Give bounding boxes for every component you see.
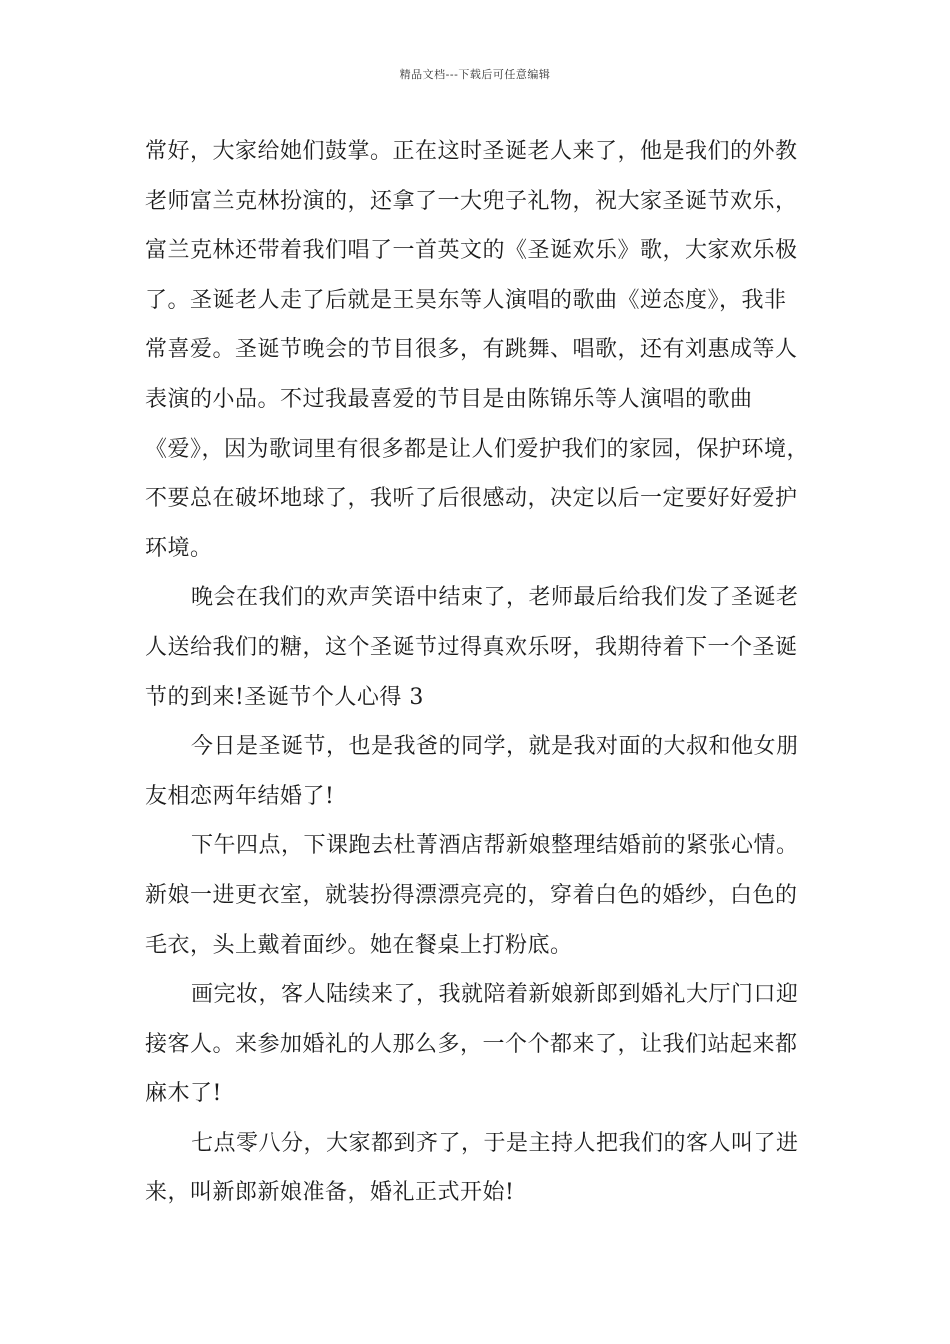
text-line: 新娘一进更衣室，就装扮得漂漂亮亮的，穿着白色的婚纱，白色的 [145,882,798,908]
text-line: 环境。 [145,535,213,561]
page-header: 精品文档---下载后可任意编辑 [399,68,551,81]
paragraph-first-line: 画完妆，客人陆续来了，我就陪着新娘新郎到婚礼大厅门口迎 [191,982,799,1008]
text-line: 节的到来!圣诞节个人心得 3 [145,684,424,710]
text-line: 不要总在破坏地球了，我听了后很感动，决定以后一定要好好爱护 [145,486,798,512]
text-line: 人送给我们的糖，这个圣诞节过得真欢乐呀，我期待着下一个圣诞 [145,634,798,660]
text-line: 毛衣，头上戴着面纱。她在餐桌上打粉底。 [145,932,573,958]
paragraph-first-line: 七点零八分，大家都到齐了，于是主持人把我们的客人叫了进 [191,1130,799,1156]
text-line: 来，叫新郎新娘准备，婚礼正式开始! [145,1180,515,1206]
text-line: 接客人。来参加婚礼的人那么多，一个个都来了，让我们站起来都 [145,1031,798,1057]
text-line: 友相恋两年结婚了! [145,783,335,809]
paragraph-first-line: 晚会在我们的欢声笑语中结束了，老师最后给我们发了圣诞老 [191,585,799,611]
text-line: 富兰克林还带着我们唱了一首英文的《圣诞欢乐》歌，大家欢乐极 [145,238,798,264]
text-line: 了。圣诞老人走了后就是王昊东等人演唱的歌曲《逆态度》，我非 [145,287,787,313]
body-text [145,127,825,1218]
paragraph-first-line: 今日是圣诞节，也是我爸的同学，就是我对面的大叔和他女朋 [191,734,799,760]
text-line: 常喜爱。圣诞节晚会的节目很多，有跳舞、唱歌，还有刘惠成等人 [145,337,798,363]
text-line: 常好，大家给她们鼓掌。正在这时圣诞老人来了，他是我们的外教 [145,139,798,164]
text-line: 老师富兰克林扮演的，还拿了一大兜子礼物，祝大家圣诞节欢乐， [145,188,798,214]
text-line: 《爱》，因为歌词里有很多都是让人们爱护我们的家园，保护环境， [145,436,810,462]
text-line: 麻木了! [145,1081,222,1107]
paragraph-first-line: 下午四点，下课跑去杜菁酒店帮新娘整理结婚前的紧张心情。 [191,833,799,859]
text-line: 表演的小品。不过我最喜爱的节目是由陈锦乐等人演唱的歌曲 [145,386,753,412]
